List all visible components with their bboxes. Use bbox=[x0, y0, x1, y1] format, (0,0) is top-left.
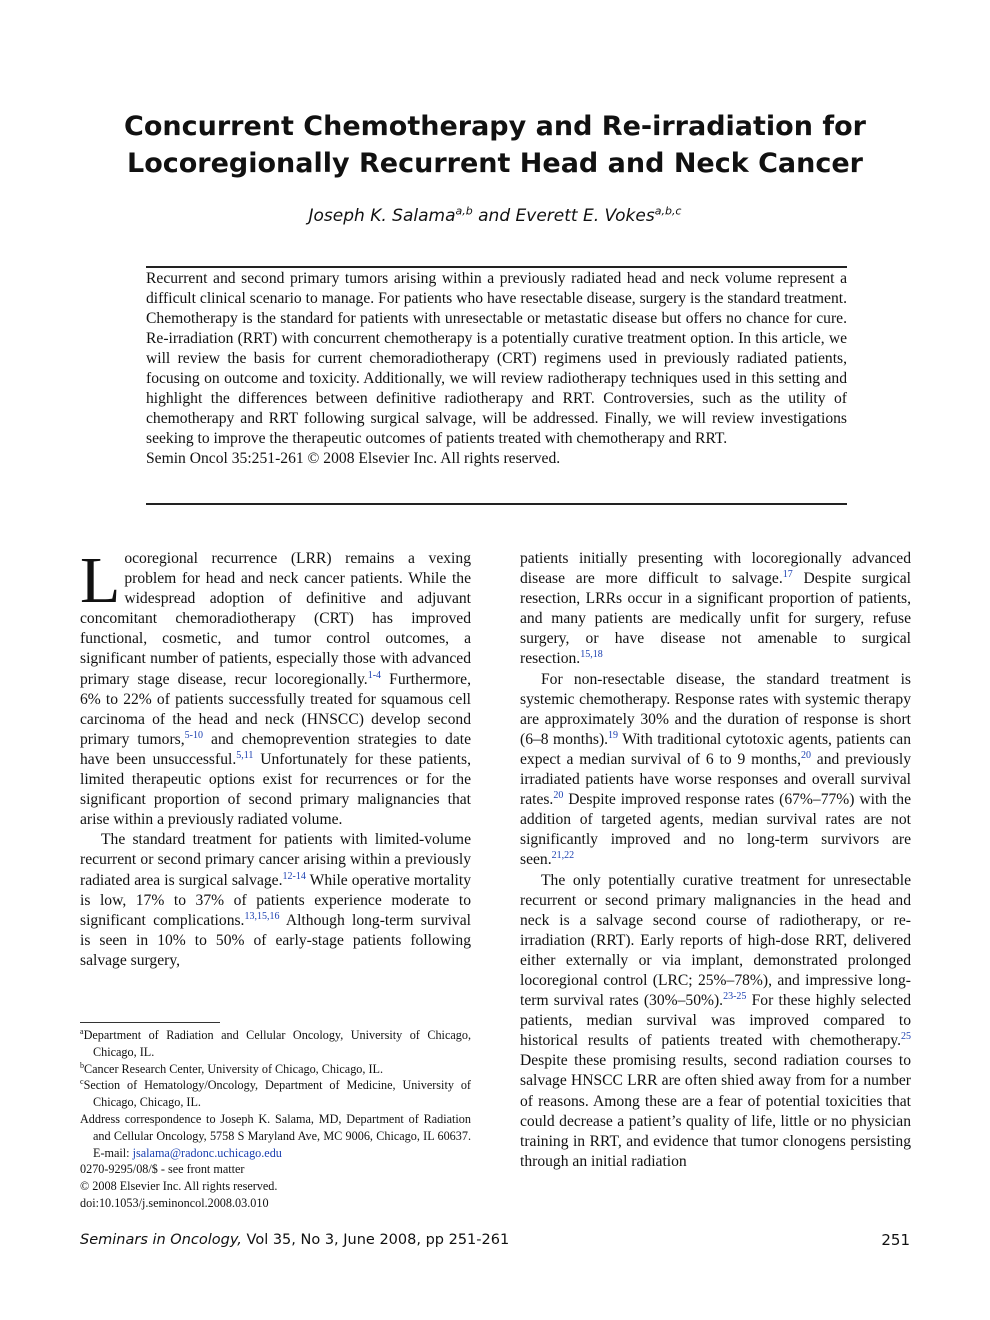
footnotes bbox=[80, 1027, 471, 1212]
correspondence-footnote: Address correspondence to Joseph K. Salama, MD, Department of Radiation and Cellular Oncology, 5758 S Maryland Ave, MC 9006, Chicago, IL 60637. E-mail: jsalama@radonc.uchicago.edu bbox=[80, 1111, 471, 1160]
reference-link[interactable]: 15,18 bbox=[580, 649, 603, 661]
reference-link[interactable]: 5-10 bbox=[184, 729, 203, 741]
body-paragraph: The only potentially curative treatment for unresectable recurrent or second primary malignancies in the head and neck is a salvage second course of radiotherapy, or re-irradiation (RRT). Early reports of high-dose RRT, delivered either externally or via implant, demonstrated prolonged locoregional control (LRC; 25%–78%), and impressive long-term survival rates (30%–50%).$^{23-25}$ For these highly selected patients, median survival was improved compared to historical results of patients treated with chemotherapy.$^{25}$ Despite these promising results, second radiation courses to salvage HNSCC LRR are often shied away from for a number of reasons. Among these are a fear of potential toxicities that could decrease a patient’s quality of life, little or no physician training in RRT, and evidence that tumor clonogens persisting through an initial radiation bbox=[520, 871, 911, 1170]
reference-link[interactable]: 5,11 bbox=[236, 749, 254, 761]
affiliation-footnote: $^b$Cancer Research Center, University of Chicago, Chicago, IL. bbox=[80, 1060, 384, 1076]
reference-link[interactable]: 23-25 bbox=[723, 990, 747, 1002]
author-affiliation: a,b bbox=[455, 204, 473, 218]
article-title bbox=[80, 108, 910, 182]
journal-issue: Vol 35, No 3, June 2008, pp 251-261 bbox=[241, 1232, 510, 1248]
abstract bbox=[146, 269, 847, 469]
reference-link[interactable]: 1-4 bbox=[367, 669, 382, 681]
body-paragraph: The standard treatment for patients with limited-volume recurrent or second primary cancer arising within a previously radiated area is surgical salvage.$^{12-14}$ While operative mortality is low, 17% to 37% of patients experience moderate to significant complications.$^{13,15,16}$ Although long-term survival is seen in 10% to 50% of early-stage patients following salvage surgery, bbox=[80, 831, 472, 969]
affiliation-footnote: $^a$Department of Radiation and Cellular Oncology, University of Chicago, Chicago, IL. bbox=[80, 1026, 471, 1059]
journal-name: Seminars in Oncology, bbox=[80, 1232, 242, 1248]
abstract-top-rule bbox=[146, 266, 847, 268]
body-paragraph: patients initially presenting with locoregionally advanced disease are more difficult to salvage.$^{17}$ Despite surgical resection, LRRs occur in a significant proportion of patients, and many patients are medically unfit for surgery, refuse surgery, or have disease not amenable to surgical resection.$^{15,18}$ bbox=[520, 550, 911, 668]
email-link[interactable]: jsalama@radonc.uchicago.edu bbox=[132, 1145, 282, 1160]
title-line-2: Locoregionally Recurrent Head and Neck Cancer bbox=[126, 148, 863, 179]
reference-link[interactable]: 13,15,16 bbox=[244, 910, 280, 922]
author-name: Joseph K. Salama bbox=[308, 206, 456, 226]
journal-footer bbox=[80, 1230, 509, 1250]
body-paragraph: Locoregional recurrence (LRR) remains a vexing problem for head and neck cancer patients. While the widespread adoption of definitive and adjuvant concomitant chemoradiotherapy (CRT) has improved functional, cosmetic, and tumor control outcomes, a significant number of patients, especially those with advanced primary stage disease, recur locoregionally.$^{1-4}$ Furthermore, 6% to 22% of patients successfully treated for squamous cell carcinoma of the head and neck (HNSCC) develop second primary tumors,$^{5-10}$ and chemoprevention strategies to date have been unsuccessful.$^{5,11}$ Unfortunately for these patients, limited therapeutic options exist for recurrences or for the significant proportion of second primary malignancies that arise within a previously radiated volume. bbox=[80, 544, 471, 829]
reference-link[interactable]: 20 bbox=[553, 789, 564, 801]
author-conjunction: and bbox=[478, 206, 511, 226]
drop-cap: L bbox=[80, 544, 121, 617]
affiliation-footnote: $^c$Section of Hematology/Oncology, Department of Medicine, University of Chicago, Chicago, IL. bbox=[80, 1077, 471, 1110]
author-name: Everett E. Vokes bbox=[515, 206, 655, 226]
copyright-line: © 2008 Elsevier Inc. All rights reserved. bbox=[80, 1179, 278, 1194]
reference-link[interactable]: 19 bbox=[608, 729, 619, 741]
reference-link[interactable]: 20 bbox=[800, 749, 811, 761]
title-line-1: Concurrent Chemotherapy and Re-irradiation for bbox=[124, 111, 866, 142]
reference-link[interactable]: 17 bbox=[782, 568, 793, 580]
reference-link[interactable]: 12-14 bbox=[282, 870, 306, 882]
body-column-left bbox=[80, 544, 472, 971]
footnote-rule bbox=[80, 1022, 220, 1023]
issn-line: 0270-9295/08/$ - see front matter bbox=[80, 1162, 245, 1177]
reference-link[interactable]: 21,22 bbox=[551, 850, 575, 862]
body-paragraph: For non-resectable disease, the standard treatment is systemic chemotherapy. Response rates with systemic therapy are approximately 30% and the duration of response is short (6–8 months).$^{19}$ With traditional cytotoxic agents, patients can expect a median survival of 6 to 9 months,$^{20}$ and previously irradiated patients have worse responses and overall survival rates.$^{20}$ Despite improved response rates (67%–77%) with the addition of targeted agents, median survival rates are not significantly improved and no long-term survivors are seen.$^{21,22}$ bbox=[520, 670, 911, 869]
body-column-right bbox=[520, 549, 911, 1172]
abstract-bottom-rule bbox=[146, 503, 847, 505]
author-affiliation: a,b,c bbox=[654, 204, 682, 218]
doi-line[interactable]: doi:10.1053/j.seminoncol.2008.03.010 bbox=[80, 1195, 269, 1210]
page-number: 251 bbox=[881, 1231, 910, 1249]
author-list bbox=[80, 203, 910, 229]
abstract-citation: Semin Oncol 35:251-261 © 2008 Elsevier Inc. All rights reserved. bbox=[146, 450, 561, 467]
reference-link[interactable]: 25 bbox=[901, 1031, 911, 1043]
abstract-text: Recurrent and second primary tumors arising within a previously radiated head and neck volume represent a difficult clinical scenario to manage. For patients who have resectable disease, surgery is the standard treatment. Chemotherapy is the standard for patients with unresectable or metastatic disease but offers no chance for cure. Re-irradiation (RRT) with concurrent chemotherapy is a potentially curative treatment option. In this article, we will review the basis for current chemoradiotherapy (CRT) regimens used in previously radiated patients, focusing on outcome and toxicity. Additionally, we will review radiotherapy techniques used in this setting and highlight the differences between definitive radiotherapy and RRT. Controversies, such as the utility of chemotherapy and RRT following surgical salvage, will be addressed. Finally, we will review investigations seeking to improve the therapeutic outcomes of patients treated with chemotherapy and RRT. bbox=[146, 270, 847, 447]
